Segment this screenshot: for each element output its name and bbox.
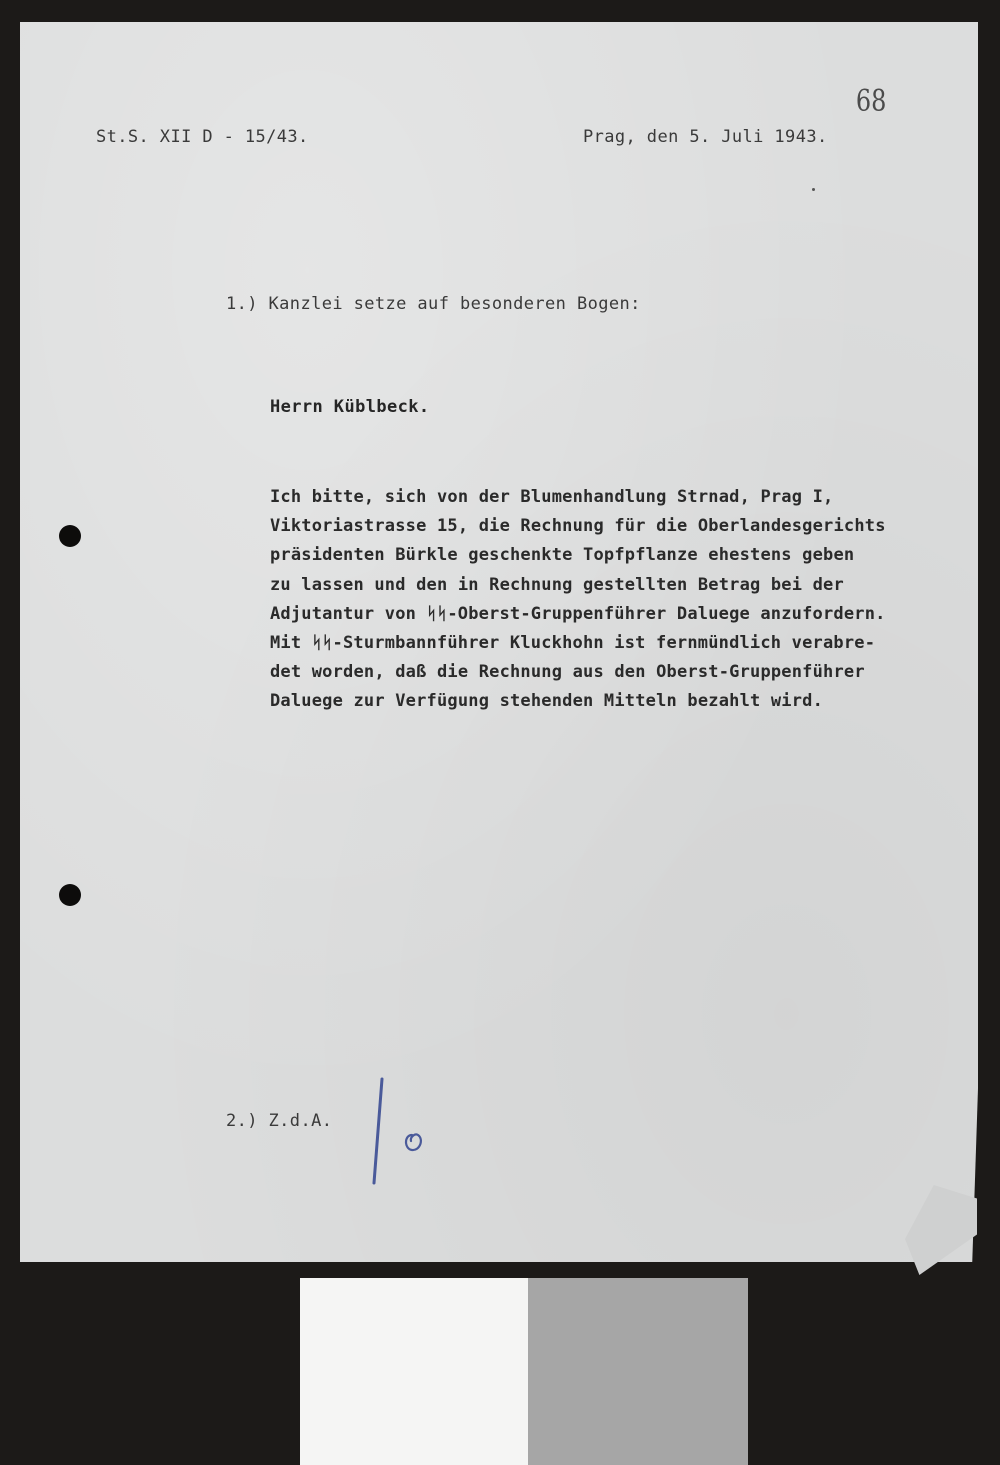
body-line: det worden, daß die Rechnung aus den Oberst-Gruppenführer — [270, 662, 865, 683]
letter-body — [270, 483, 980, 717]
ink-speck — [812, 188, 815, 191]
body-line: Ich bitte, sich von der Blumenhandlung Strnad, Prag I, — [270, 487, 834, 507]
scan-white-strip — [300, 1278, 528, 1465]
body-line: zu lassen und den in Rechnung gestellten Betrag bei der — [270, 574, 844, 595]
addressee: Herrn Küblbeck. — [270, 397, 430, 417]
page-number: 68 — [855, 84, 887, 119]
handwritten-initial-mark — [360, 1075, 440, 1190]
body-line: Daluege zur Verfügung stehenden Mitteln bezahlt wird. — [270, 691, 824, 712]
punch-hole-bottom — [59, 884, 81, 906]
scan-gray-strip — [528, 1278, 748, 1465]
item-1-instruction: 1.) Kanzlei setze auf besonderen Bogen: — [226, 294, 641, 314]
place-date: Prag, den 5. Juli 1943. — [583, 127, 828, 147]
item-2-instruction: 2.) Z.d.A. — [226, 1111, 333, 1131]
body-line: Mit ᛋᛋ-Sturmbannführer Kluckhohn ist fernmündlich verabre- — [270, 633, 876, 654]
punch-hole-top — [59, 525, 81, 547]
reference-number: St.S. XII D - 15/43. — [96, 127, 309, 147]
body-line: Viktoriastrasse 15, die Rechnung für die Oberlandesgerichts — [270, 516, 886, 537]
body-line: präsidenten Bürkle geschenkte Topfpflanze ehestens geben — [270, 545, 855, 566]
body-line: Adjutantur von ᛋᛋ-Oberst-Gruppenführer Daluege anzufordern. — [270, 603, 886, 624]
